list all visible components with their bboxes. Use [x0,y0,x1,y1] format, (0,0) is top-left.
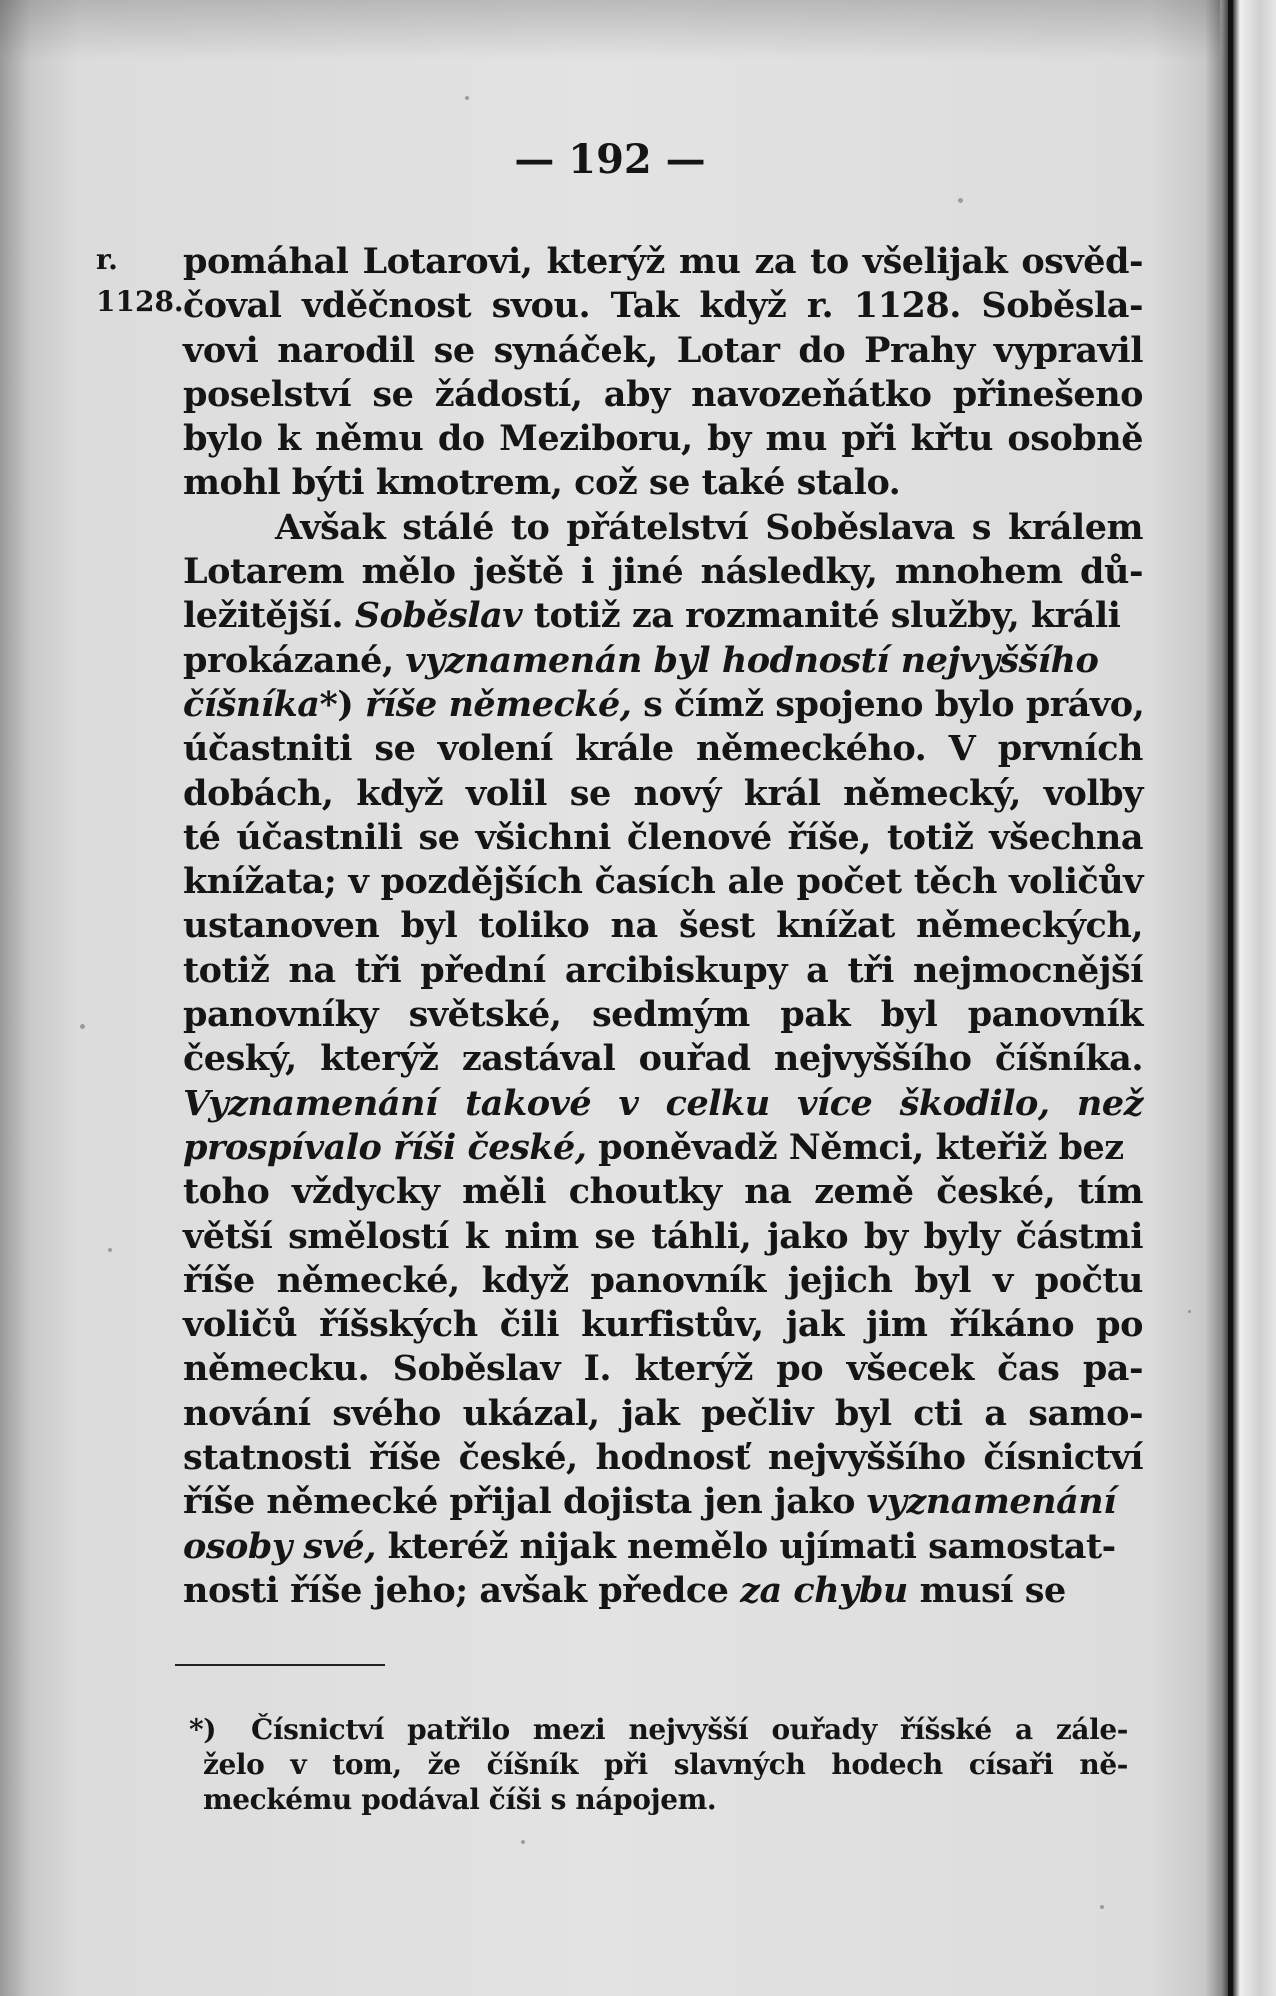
text-run: ležitější. [183,595,344,637]
body-text [183,240,1143,1613]
book-spine-edge [1228,0,1233,1996]
footnote-line: meckému podával číši s nápojem. [203,1783,717,1816]
text-line: mohl býti kmotrem, což se také stalo. [183,462,901,504]
footnote-divider [175,1664,385,1666]
text-line: pomáhal Lotarovi, kterýž mu za to všelijak osvěd- [183,241,1143,282]
text-line: větší smělostí k nim se táhli, jako by byly částmi [183,1215,1143,1257]
paper-speck [1100,1905,1104,1909]
text-run: totiž za rozmanité služby, králi [522,595,1121,637]
text-run: prokázané, [183,639,394,681]
margin-year: 1128. [96,285,184,318]
text-line: český, kterýž zastával ouřad nejvyššího číšníka. [183,1038,1143,1080]
text-run: kteréž nijak nemělo ujímati samostat- [375,1525,1116,1567]
text-line [183,1126,1143,1170]
text-line: poselství se žádostí, aby navozeňátko přinešeno [183,373,1143,415]
italic-run: Soběslav [354,595,523,637]
text-line: totiž na tři přední arcibiskupy a tři nejmocnější [183,949,1143,991]
footnote-mark: *) [189,1713,217,1746]
text-line: německu. Soběslav I. kterýž po všecek čas pa- [183,1348,1143,1390]
italic-run: vyznamenán byl hodností nejvyššího [405,639,1099,681]
paper-speck [108,1248,112,1252]
text-line: statnosti říše české, hodnosť nejvyššího čísnictví [183,1437,1143,1479]
footnote [189,1712,1128,1817]
text-line: toho vždycky měli choutky na země české, tím [183,1171,1143,1213]
text-line [183,594,1143,638]
italic-run: osoby své, [183,1525,376,1567]
margin-year-prefix: r. [96,243,118,276]
text-line: té účastnili se všichni členové říše, totiž všechna [183,816,1143,858]
italic-run: číšníka [183,683,320,725]
paper-speck [1188,1310,1191,1313]
paper-speck [80,1024,85,1029]
footnote-ref: *) [319,683,354,725]
italic-run: vyznamenání [866,1481,1116,1523]
italic-run: prospívalo říši české, [183,1126,587,1168]
text-line [183,639,1143,683]
text-line: bylo k němu do Meziboru, by mu při křtu osobně [183,418,1143,460]
text-line: Avšak stálé to přátelství Soběslava s králem [275,506,1143,548]
text-run: říše německé přijal dojista jen jako [183,1481,855,1523]
italic-run: říše německé, [365,683,632,725]
text-line: panovníky světské, sedmým pak byl panovník [183,994,1143,1036]
text-line [183,1480,1143,1524]
text-line [183,683,1143,727]
text-line: Vyznamenání takové v celku více škodilo, než [183,1082,1143,1124]
footnote-line [189,1712,1128,1747]
text-line: dobách, když volil se nový král německý, volby [183,772,1143,814]
text-line [183,1525,1143,1569]
italic-run: za chybu [740,1569,908,1611]
text-line: nování svého ukázal, jak pečliv byl cti a samo- [183,1392,1143,1434]
paper-speck [958,198,963,203]
text-line [183,1569,1143,1613]
paper-speck [465,96,469,100]
text-line: vovi narodil se synáček, Lotar do Prahy vypravil [183,329,1143,371]
page-number: — 192 — [514,136,706,183]
text-run: s čímž spojeno bylo právo, [631,683,1145,725]
text-line: voličů říšských čili kurfistův, jak jim říkáno po [183,1304,1143,1346]
text-run: poněvadž Němci, kteřiž bez [586,1126,1124,1168]
text-line: účastniti se volení krále německého. V prvních [183,728,1143,770]
text-line: ustanoven byl toliko na šest knížat německých, [183,905,1143,947]
paper-speck [521,1840,525,1844]
text-line: Lotarem mělo ještě i jiné následky, mnohem dů- [183,551,1143,593]
text-line: knížata; v pozdějších časích ale počet těch voličův [183,861,1143,903]
text-line: říše německé, když panovník jejich byl v počtu [183,1259,1143,1301]
footnote-line: želo v tom, že číšník při slavných hodech císaři ně- [203,1748,1128,1781]
text-run: nosti říše jeho; avšak předce [183,1569,729,1611]
text-run: musí se [907,1569,1066,1611]
text-line: čoval vděčnost svou. Tak když r. 1128. Soběsla- [183,285,1143,327]
footnote-text: Čísnictví patřilo mezi nejvyšší ouřady říšské a zále- [251,1713,1128,1746]
